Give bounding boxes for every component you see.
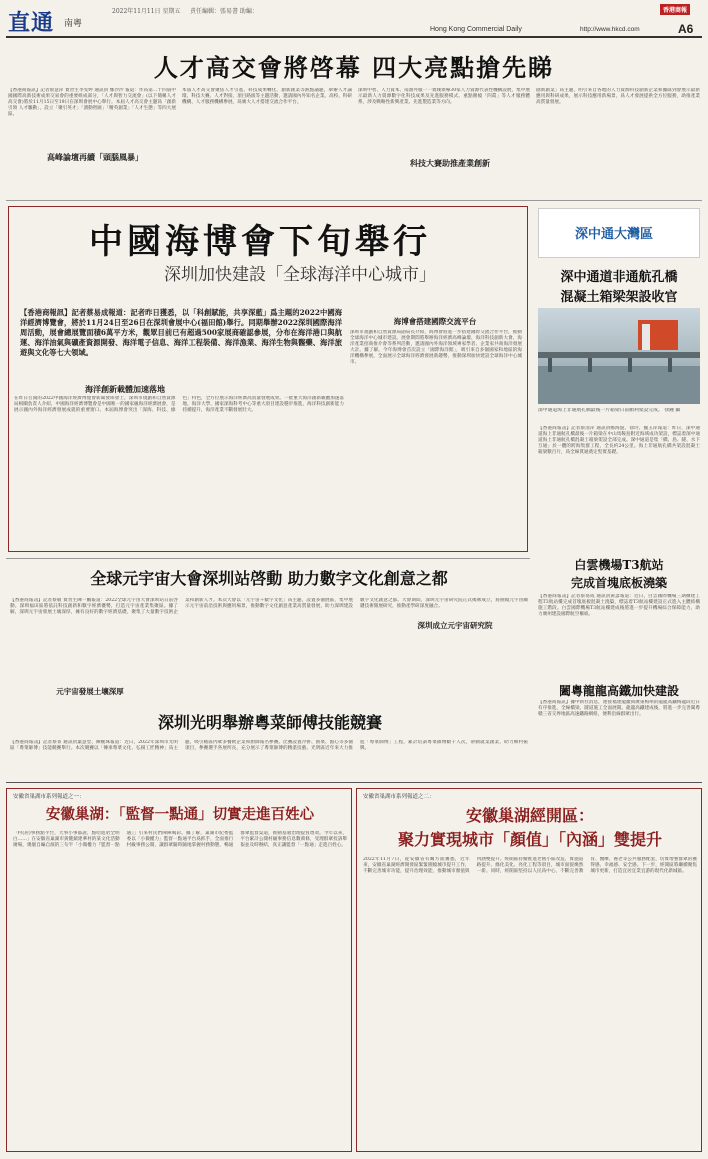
website: http://www.hkcd.com [580,26,640,33]
bottom-right-series: 安徽省巢湖市系列報道之二： [363,794,435,800]
gba-body: 【香港商報訊】記者蔡清萍 通訊員鄭海旋、徐玲、魏玉萍報道：昨日，深中通道海上非通航孔橋最後一片箱梁在中山馬鞍島附近海域成功架設，標誌着深中通道海上非通航孔橋混凝土箱梁架設全部完成。深中通道是集「橋、島、隧、水下互通」於一體的跨海集群工程，全長約24公里。海上非通航孔橋共架設混凝土箱梁數百片，爲全線貫通奠定堅實基礎。 [538,426,700,455]
bottom-right-headline-2: 聚力實現城市「顏值」「內涵」雙提升 [397,830,662,849]
top-headline: 人才高交會將啓幕 四大亮點搶先睇 [153,53,555,82]
metaverse-subhead-1: 元宇宙發展土壤深厚 [56,687,124,696]
header-rule [6,36,702,38]
railway-body: 【香港商報訊】據中新社消息，連接福建龍巖與廣東梅州的龍龍高鐵梅龍段近日有序推進，全線橋梁、隧道施工全面展開。龍龍高鐵建成後，將進一步完善閩粵贛三省交界地區高速鐵路網絡，便利沿線群眾出行。 [538,700,700,717]
feature-body-right: 深圳市規劃和自然資源局副局長介紹，海博會將進一步搭建國際交流合作平台，推動全球海洋中心城市建設。展會期間將舉辦海洋經濟高峰論壇、海洋科技創新大會、海洋產業招商推介會等系列活動，邀請國內外海洋領域專家學者、企業家共商海洋發展大計。據了解，今年海博會首次設立「國際海洋館」，吸引來自多個國家和地區的海洋機構參展，全面展示全球海洋經濟發展新趨勢，推動深圳加快建設全球海洋中心城市。 [350,330,522,365]
paper-name-en: Hong Kong Commercial Daily [430,26,522,33]
bottom-right-headline-1: 安徽巢湖經開區： [465,806,594,825]
bottom-left-headline: 安徽巢湖：「監督一點通」切實走進百姓心 [45,806,315,823]
masthead [0,0,708,40]
top-subhead-2: 科技大賽助推產業創新 [410,158,490,168]
top-column-2: 本屆人才高交會聚焦人才引進、科技成果轉化、創新創業等熱點議題，舉辦人才論壇、科技大賽、人才對接、項目路演等主題活動，邀請國內外知名企業、高校、科研機構、人才服務機構參展，爲廣大人才搭建交流合作平台。 [182,88,352,105]
top-column-1: 【香港商報訊】記者蔡慧萍 實習生李雯婷 通訊員 鄭沙沙 報道：作爲第二十四屆中國國際高新技術成果交易會的重要組成部分，「人才與智力交流會」(以下簡稱人才高交會)將於11月15日至19日在深圳會展中心舉行。本屆人才高交會主題爲「創新引領 人才驅動」，設立「聚引英才」「湧動智匯」「精英創業」「人才生態」等四大展區。 [8,88,176,117]
top-column-3: 深圳中智、人力資本、南油外服一一實踐領導30家人力資源代表性機構設展，集中展示最新人力資源數字化科技成果及先進服務模式。重點圍繞「四眞」等人才服務體系，涉及戰略性新興產業、先進製造業等方向。 [358,88,530,105]
feature-lead: 【香港商報訊】記者蔡易成報道：記者昨日獲悉，以「科創賦能，共享深藍」爲主題的2022中國海洋經濟博覽會，將於11月24日至26日在深圳會展中心(福田館)舉行。同期舉辦2022深圳國際海洋周活動，展會總展覽面積6萬平方米，觀眾目前已有超過500家展商確認參展，分布在海洋港口與航運、海洋油氣與礦產資源開發、海洋電子信息、海洋工程裝備、海洋漁業、海洋生物與醫藥、海洋旅遊與文化等七大領域。 [20,308,342,357]
cuisine-body: 【香港商報訊】記者蔡菁 通訊員葉慧瑩、陳婉珠報道：近日，2022年深圳市光明區「粵菜師傅」技能競賽舉行。本次競賽以「傳承粵菜文化、弘揚工匠精神」爲主題，吸引轄區內眾多餐飲企業和廚師報名參賽。比賽設置冷拼、熱菜、點心等多個項目，參賽選手各展所長，充分展示了粵菜師傅的精湛技藝。光明區近年來大力推進「粵菜師傅」工程，累計培訓粵菜師傅數千人次，帶動就業創業，助力鄉村振興。 [10,740,528,751]
railway-headline: 闔粵龍龍高鐵加快建設 [558,684,679,698]
bridge-photo [538,308,700,404]
airport-body: 【香港商報訊】記者蔡易成 通訊員黃彥報道：近日，白雲國際機場三期擴建工程T3航站樓完成首塊底板混凝土澆築，標誌着T3航站樓建設正式進入主體結構施工階段。白雲國際機場T3航站樓建成後將進一步提升機場綜合保障能力，助力廣州建設國際航空樞紐。 [538,594,700,617]
cuisine-headline: 深圳光明舉辦粵菜師傅技能競賽 [157,713,382,732]
editors: 責任編輯：張易書 助編： [190,8,258,15]
region-name: 南粵 [64,19,83,29]
bottom-right-body: 2022年11月7日，從安徽省有關方面獲悉，近年來，安徽省巢湖經濟開發區緊緊圍繞城市提升工作，不斷完善城市功能，提升治理效能，推動城市顏值與內涵雙提升。經開區持續推進老舊小區改造，實施道路提升、綠化美化、亮化工程等項目，城市面貌煥然一新。同時，經開區堅持以人民爲中心，不斷完善教育、醫療、養老等公共服務配套，切實增強群眾的獲得感、幸福感、安全感。下一步，經開區將繼續聚焦城市更新，打造宜居宜業宜游的現代化新城區。 [363,857,697,874]
feature-body-left: 在昨日召開的2022中國海洋經濟博覽會新聞發佈會上，深圳市規劃和自然資源局相關負責人介紹，中國海洋經濟博覽會是中國唯一的國家級海洋經濟展會，是展示國內外海洋經濟發展成就的重要窗口。本屆海博會突出「深海、科技、綠色」特色，全方位展示海洋經濟高質量發展成果。一批重大海洋創新載體加速落地，海洋大學、國家深海科考中心等重大項目建設穩步推進，海洋科技創新能力持續提升，海洋產業不斷發展壯大。 [14,396,344,413]
bottom-left-box [6,788,352,1152]
gba-headline-1: 深中通道非通航孔橋 [560,270,678,285]
dateline: 2022年11月11日 星期五 [112,8,181,15]
airport-headline-2: 完成首塊底板澆築 [570,576,667,590]
bottom-divider [6,782,702,783]
bottom-left-series: 安徽省巢湖市系列報道之一： [13,794,85,800]
feature-subhead: 深圳加快建設「全球海洋中心城市」 [164,265,436,285]
feature-subhead-right: 海博會搭建國際交流平台 [393,317,477,326]
top-column-4: 創新創業」爲主題，明引來自各地的人力資源科技創新企業和團隊到會展示最新應用與科研成果，展示科技應用新場景，爲人才發展提供全方位服務，助推產業高質量發展。 [536,88,700,105]
metaverse-body: 【香港商報訊】記者蔡敏 實習生陳一鵬報道：2022全球元宇宙大會深圳站日前啓動。深圳福田區將依託科技創新和數字經濟優勢，打造元宇宙產業集聚區。據了解，深圳元宇宙發展土壤深厚，擁有良好的數字經濟基礎，聚集了大量數字技術企業和創新人才。本次大會以「元宇宙＋數字文化」爲主題，設置多個展區，集中展示元宇宙前沿技術與應用場景，推動數字文化創意產業高質量發展，助力深圳建設數字文化創意之都。大會期間，深圳元宇宙研究院正式揭牌成立，將圍繞元宇宙關鍵技術開展研究，推動產學研深度融合。 [10,598,528,615]
feature-subhead-left: 海洋創新載體加速落地 [85,384,165,394]
photo-caption: 深中通道海上非通航孔橋最後一片箱梁日前順利架設完成。 徐鍾 攝 [538,408,681,413]
feature-headline: 中國海博會下旬舉行 [89,222,431,262]
page-number: A6 [678,22,694,36]
section-divider-2 [6,558,530,559]
bottom-left-body: 「村(居)事務點平台，大事小事都說，點哈進哈全明白……」在安徽省巢湖市黃麓鎮建華村的某文化活動廣場，幾個自編自演的三句半「小微權力『監督一點通』」引來村民們陣陣喝彩。據了解，巢湖市紀委監委以「小微權力」監督一點通平台爲抓手，全面推行村級事務公開，讓群眾隨時隨地掌握村務動態，暢通群眾監督渠道，推動基層治理提質增效。今年以來，平台累計公開村級事務信息數萬條，受理群眾投訴舉報並及時辦結，真正讓監督「一點通」走進百姓心。 [13,831,347,848]
metaverse-subhead-2: 深圳成立元宇宙研究院 [417,621,493,630]
gba-label-text: 深中通大灣區 [575,227,654,242]
section-divider [6,200,702,201]
gba-headline-2: 混凝土箱梁架設收官 [560,290,678,305]
bottom-right-box [356,788,702,1152]
section-name: 直通 [8,10,55,36]
airport-headline-1: 白雲機場T3航站 [574,558,664,572]
metaverse-headline: 全球元宇宙大會深圳站啓動 助力數字文化創意之都 [90,569,448,588]
brand-logo: 香港商報 [660,4,690,15]
gba-label [538,208,700,258]
top-subhead-1: 高峰論壇再續「頭腦風暴」 [47,152,143,162]
